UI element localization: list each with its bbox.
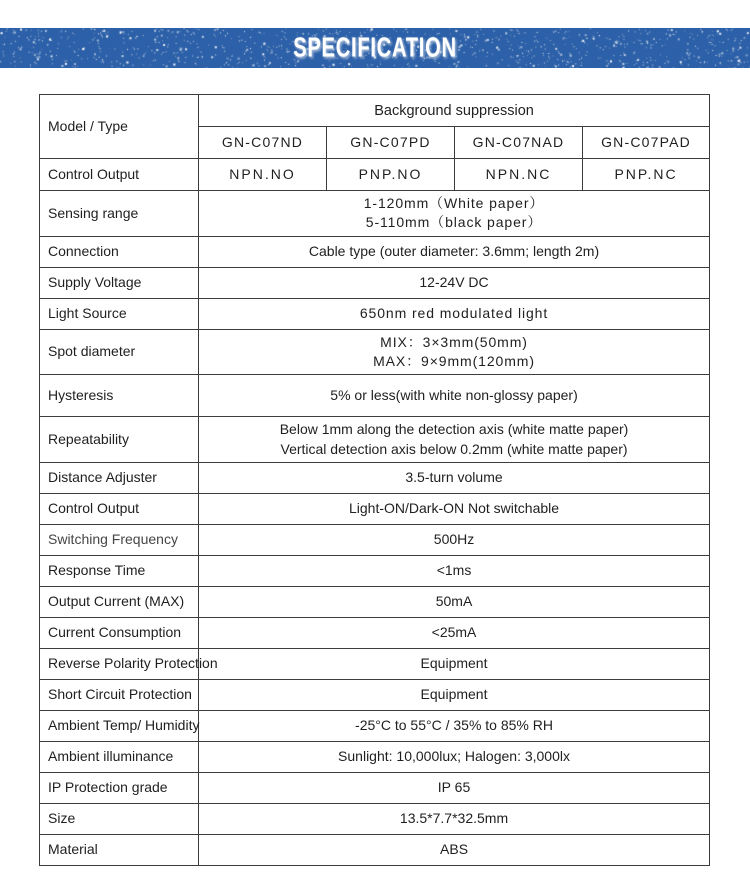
table-row: [40, 648, 710, 679]
spec-label: Spot diameter: [40, 329, 199, 375]
spec-value: [199, 524, 710, 555]
spec-value: [199, 648, 710, 679]
table-row: [40, 267, 710, 298]
spec-value: [199, 772, 710, 803]
spec-value: [199, 586, 710, 617]
spec-label: Switching Frequency: [40, 524, 199, 555]
spec-label: IP Protection grade: [40, 772, 199, 803]
spec-label: Connection: [40, 236, 199, 267]
spec-label: Light Source: [40, 298, 199, 329]
spec-value-line: 500Hz: [433, 531, 475, 548]
spec-value-line: 1-120mm（White paper）: [363, 195, 545, 211]
spec-label: Current Consumption: [40, 617, 199, 648]
spec-value-line: Cable type (outer diameter: 3.6mm; length 2m): [308, 242, 600, 259]
spec-value-line: 650nm red modulated light: [359, 304, 549, 321]
spec-label: Short Circuit Protection: [40, 679, 199, 710]
spec-label: Output Current (MAX): [40, 586, 199, 617]
model-name-cell: GN-C07PAD: [583, 127, 710, 159]
spec-label: Sensing range: [40, 191, 199, 237]
model-name-cell: GN-C07ND: [199, 127, 327, 159]
spec-value-line: IP 65: [437, 779, 471, 796]
table-row-control-output: [40, 159, 710, 191]
spec-value: [199, 617, 710, 648]
spec-value-line: 5% or less(with white non-glossy paper): [330, 387, 578, 404]
spec-value: [199, 555, 710, 586]
spec-value: [199, 267, 710, 298]
table-row: [40, 329, 710, 375]
spec-value: [199, 462, 710, 493]
specification-banner: [0, 28, 750, 68]
table-row: [40, 679, 710, 710]
spec-value-line: MAX：9×9mm(120mm): [373, 352, 535, 369]
table-row: [40, 741, 710, 772]
spec-value: [199, 741, 710, 772]
table-row: [40, 417, 710, 463]
spec-value-line: 13.5*7.7*32.5mm: [399, 810, 509, 827]
spec-label: Repeatability: [40, 417, 199, 463]
spec-label: Hysteresis: [40, 375, 199, 417]
spec-value-line: <1ms: [436, 562, 472, 579]
table-row: [40, 555, 710, 586]
spec-value: [199, 375, 710, 417]
spec-value-line: 5-110mm（black paper）: [365, 214, 543, 231]
spec-value: [199, 298, 710, 329]
table-row: [40, 617, 710, 648]
spec-label: Distance Adjuster: [40, 462, 199, 493]
model-type-label: Model / Type: [40, 95, 199, 159]
control-output-label: Control Output: [40, 159, 199, 191]
specification-table: [39, 94, 710, 866]
spec-value-line: -25°C to 55°C / 35% to 85% RH: [355, 717, 553, 734]
table-row: [40, 298, 710, 329]
spec-label: Control Output: [40, 493, 199, 524]
spec-label: Ambient Temp/ Humidity: [40, 710, 199, 741]
spec-value-line: 12-24V DC: [419, 273, 489, 290]
spec-value: [199, 191, 710, 237]
spec-value: [199, 710, 710, 741]
model-name-cell: GN-C07NAD: [455, 127, 583, 159]
table-row: [40, 772, 710, 803]
control-output-cell: NPN.NO: [199, 159, 327, 191]
spec-label: Size: [40, 803, 199, 834]
control-output-cell: PNP.NO: [327, 159, 455, 191]
table-row: [40, 586, 710, 617]
spec-value: [199, 236, 710, 267]
spec-label: Response Time: [40, 555, 199, 586]
spec-value: [199, 834, 710, 865]
spec-value-line: ABS: [440, 841, 469, 858]
spec-value-line: 50mA: [435, 593, 473, 610]
spec-value-line: <25mA: [431, 624, 477, 641]
table-row: [40, 803, 710, 834]
spec-value-line: Equipment: [420, 686, 488, 703]
table-row: [40, 191, 710, 237]
spec-label: Reverse Polarity Protection: [40, 648, 199, 679]
spec-value: [199, 803, 710, 834]
spec-label: Ambient illuminance: [40, 741, 199, 772]
table-row: [40, 493, 710, 524]
spec-value: [199, 417, 710, 463]
spec-value-line: MIX：3×3mm(50mm): [380, 333, 528, 350]
page-title: SPECIFICATION: [293, 31, 457, 63]
spec-value-line: Vertical detection axis below 0.2mm (white matte paper): [280, 440, 628, 457]
spec-value-line: 3.5-turn volume: [405, 469, 503, 486]
table-row: [40, 834, 710, 865]
spec-value-line: Light-ON/Dark-ON Not switchable: [348, 500, 560, 517]
control-output-cell: PNP.NC: [583, 159, 710, 191]
spec-value-line: Equipment: [420, 655, 488, 672]
table-row: [40, 710, 710, 741]
spec-value: [199, 679, 710, 710]
spec-value-line: Sunlight: 10,000lux; Halogen: 3,000lx: [338, 748, 570, 765]
spec-value: [199, 493, 710, 524]
group-header-cell: Background suppression: [199, 95, 710, 127]
table-row: [40, 462, 710, 493]
spec-value-line: Below 1mm along the detection axis (white matte paper): [279, 421, 629, 438]
spec-value: [199, 329, 710, 375]
spec-label: Material: [40, 834, 199, 865]
table-row: [40, 236, 710, 267]
table-row: [40, 375, 710, 417]
control-output-cell: NPN.NC: [455, 159, 583, 191]
spec-label: Supply Voltage: [40, 267, 199, 298]
model-name-cell: GN-C07PD: [327, 127, 455, 159]
table-row: [40, 524, 710, 555]
table-row-group-header: [40, 95, 710, 127]
